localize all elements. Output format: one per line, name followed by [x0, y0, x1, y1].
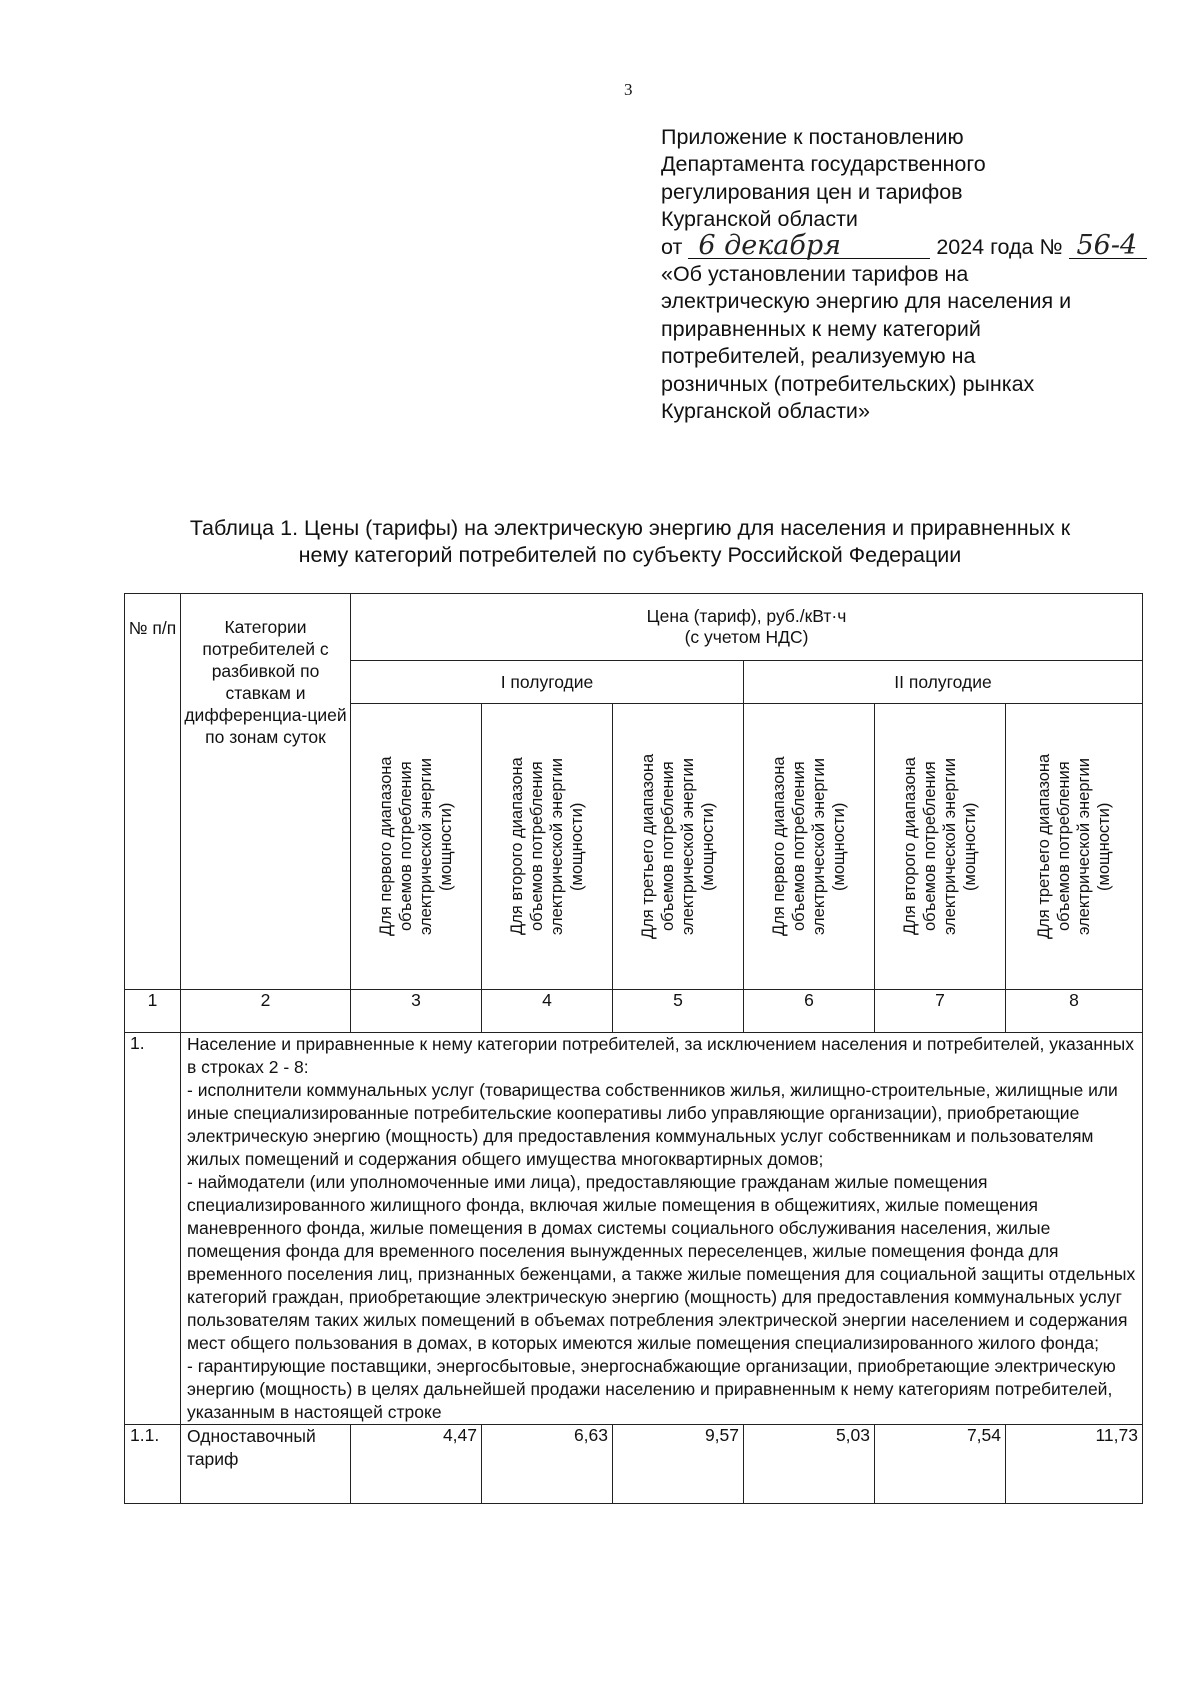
tariff-value: 9,57: [613, 1425, 744, 1504]
column-number: 6: [744, 990, 875, 1033]
table-title: [120, 515, 1140, 569]
handwritten-number: 56-4: [1069, 234, 1147, 259]
column-number: 5: [613, 990, 744, 1033]
appendix-line: Курганской области: [661, 207, 858, 232]
header-range-cell: [875, 704, 1006, 990]
header-category: Категории потребителей с разбивкой по ставкам и дифференциа-цией по зонам суток: [181, 594, 351, 990]
header-no: № п/п: [125, 594, 181, 990]
tariff-value: 4,47: [351, 1425, 482, 1504]
description-paragraph: - гарантирующие поставщики, энергосбытовые, энергоснабжающие организации, приобретающие электрическую энергию (мощность) в целях дальнейшей продажи населению и приравненным к нему категориям потребителей, указанным в настоящей строке: [187, 1356, 1116, 1422]
header-half-2: II полугодие: [744, 661, 1143, 704]
tariff-value: 7,54: [875, 1425, 1006, 1504]
appendix-title-line: потребителей, реализуемую на: [661, 344, 976, 369]
handwritten-date: 6 декабря: [688, 234, 930, 259]
tariff-value: 11,73: [1006, 1425, 1143, 1504]
appendix-line: регулирования цен и тарифов: [661, 179, 963, 204]
row-description: [181, 1033, 1143, 1425]
appendix-title-line: розничных (потребительских) рынках: [661, 371, 1035, 396]
column-number: 1: [125, 990, 181, 1033]
column-number-row: [125, 990, 1143, 1033]
appendix-block: [661, 124, 1161, 425]
appendix-date-line: [661, 229, 1161, 261]
tariff-value: 5,03: [744, 1425, 875, 1504]
column-number: 7: [875, 990, 1006, 1033]
description-paragraph: - исполнители коммунальных услуг (товарищества собственников жилья, жилищно-строительные, жилищные или иные специализированные потребительские кооперативы либо управляющие организации), приобретающие электрическую энергию (мощность) для предоставления коммунальных услуг собственникам и пользователям жилых помещений и содержания общего имущества многоквартирных домов;: [187, 1080, 1118, 1169]
column-number: 3: [351, 990, 482, 1033]
header-range-2: Для второго диапазона объемов потребления электрической энергии (мощности): [901, 757, 979, 936]
description-paragraph: - наймодатели (или уполномоченные ими лица), предоставляющие гражданам жилые помещения специализированного жилищного фонда, включая жилые помещения в общежитиях, жилые помещения маневренного фонда, жилые помещения в домах системы социального обслуживания населения, жилые помещения фонда для временного поселения вынужденных переселенцев, жилые помещения фонда для временного поселения лиц, признанных беженцами, а также жилые помещения для социальной защиты отдельных категорий граждан, приобретающие электрическую энергию (мощность) для предоставления коммунальных услуг пользователям таких жилых помещений в объемах потребления электрической энергии населением и содержания мест общего пользования в домах, в которых имеются жилые помещения специализированного жилого фонда;: [187, 1172, 1136, 1353]
header-range-2: Для второго диапазона объемов потребления электрической энергии (мощности): [508, 757, 586, 936]
column-number: 2: [181, 990, 351, 1033]
header-range-cell: [744, 704, 875, 990]
header-range-cell: [482, 704, 613, 990]
header-range-cell: [1006, 704, 1143, 990]
header-range-3: Для третьего диапазона объемов потребления электрической энергии (мощности): [1035, 753, 1113, 940]
appendix-title-line: Курганской области»: [661, 399, 870, 424]
header-price-sub: (с учетом НДС): [684, 627, 809, 647]
header-range-cell: [613, 704, 744, 990]
date-prefix: от: [661, 234, 683, 259]
year-text: 2024 года №: [936, 234, 1063, 259]
row-category: Одноставочный тариф: [181, 1425, 351, 1504]
description-paragraph: Население и приравненные к нему категории потребителей, за исключением населения и потребителей, указанных в строках 2 - 8:: [187, 1034, 1135, 1077]
appendix-line: Департамента государственного: [661, 152, 986, 177]
appendix-line: Приложение к постановлению: [661, 125, 964, 149]
column-number: 8: [1006, 990, 1143, 1033]
table-row: [125, 1425, 1143, 1504]
page-number: 3: [624, 80, 633, 99]
row-number: 1.: [125, 1033, 181, 1425]
column-number: 4: [482, 990, 613, 1033]
tariff-table: [124, 593, 1143, 1504]
header-range-3: Для третьего диапазона объемов потребления электрической энергии (мощности): [639, 753, 717, 940]
header-price: [351, 594, 1143, 661]
header-half-1: I полугодие: [351, 661, 744, 704]
appendix-title-line: электрическую энергию для населения и: [661, 289, 1072, 314]
table-row: [125, 1033, 1143, 1425]
tariff-value: 6,63: [482, 1425, 613, 1504]
header-range-1: Для первого диапазона объемов потребления электрической энергии (мощности): [377, 756, 455, 937]
header-range-cell: [351, 704, 482, 990]
table-title-line: Таблица 1. Цены (тарифы) на электрическую энергию для населения и приравненных к: [189, 516, 1071, 540]
row-number: 1.1.: [125, 1425, 181, 1504]
header-range-1: Для первого диапазона объемов потребления электрической энергии (мощности): [770, 756, 848, 937]
appendix-title-line: «Об установлении тарифов на: [661, 262, 969, 287]
appendix-title-line: приравненных к нему категорий: [661, 316, 981, 341]
table-title-line: нему категорий потребителей по субъекту Российской Федерации: [298, 543, 962, 567]
header-price-title: Цена (тариф), руб./кВт·ч: [646, 606, 847, 626]
